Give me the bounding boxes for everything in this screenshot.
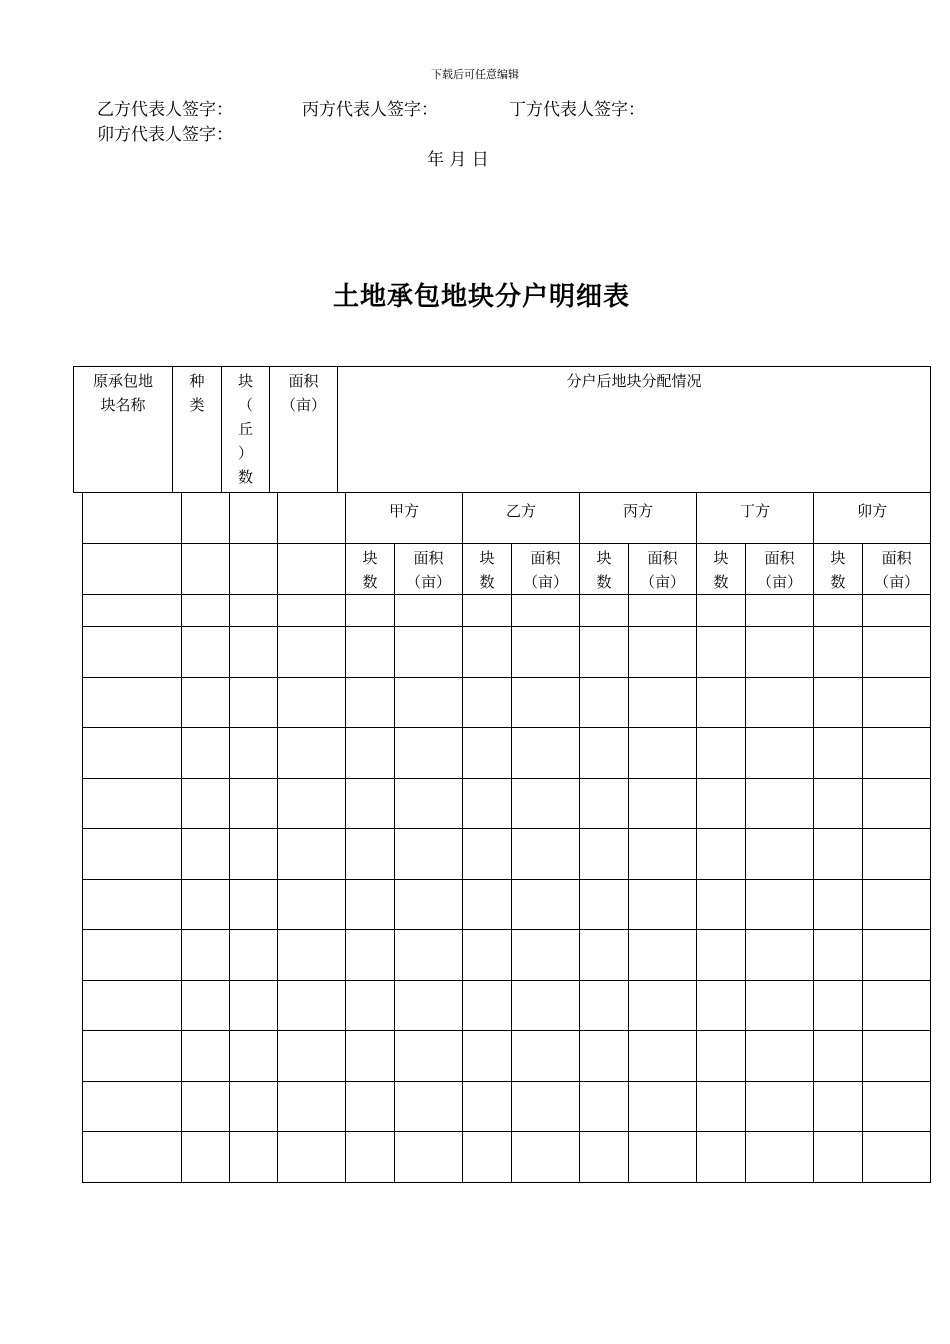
table-cell [512,1031,580,1082]
table-cell [697,1132,746,1183]
table-cell [463,879,512,930]
table-cell [230,930,278,981]
table-cell [580,1031,629,1082]
table-cell [395,728,463,779]
table-cell [580,829,629,880]
table-cell [463,778,512,829]
table-cell [182,728,230,779]
table-cell [814,595,863,627]
table-cell [346,595,395,627]
header-original-plot: 原承包地 块名称 [74,367,173,493]
table-cell [83,829,182,880]
table-cell [863,1081,931,1132]
subheader-plot-count: 块 数 [346,544,395,595]
table-cell [580,627,629,678]
table-cell [863,1031,931,1082]
table-cell [463,595,512,627]
table-row [83,728,931,779]
table-cell [395,595,463,627]
table-cell [395,829,463,880]
table-cell [746,829,814,880]
table-cell [697,778,746,829]
table-cell [278,930,346,981]
table-cell [697,728,746,779]
table-cell [697,980,746,1031]
table-cell [395,627,463,678]
table-cell [346,778,395,829]
table-cell [814,778,863,829]
table-cell [814,1081,863,1132]
table-cell [814,677,863,728]
table-cell [580,930,629,981]
table-row [83,595,931,627]
table-cell [278,677,346,728]
signature-mao: 卯方代表人签字： [97,125,233,145]
header-note: 下载后可任意编辑 [431,68,519,81]
table-cell [629,930,697,981]
signature-ding: 丁方代表人签字： [509,100,645,120]
table-cell [746,879,814,930]
table-cell [512,1081,580,1132]
table-cell [182,930,230,981]
table-cell [512,829,580,880]
table-cell [863,879,931,930]
table-cell [83,879,182,930]
subheader-area: 面积 （亩） [629,544,697,595]
table-cell [746,1031,814,1082]
table-cell [697,595,746,627]
table-cell [230,879,278,930]
table-cell [629,1081,697,1132]
header-area: 面积 （亩） [270,367,338,493]
table-cell [814,1031,863,1082]
table-cell [83,627,182,678]
table-cell [863,595,931,627]
table-cell [182,829,230,880]
table-cell [346,879,395,930]
table-cell [278,778,346,829]
table-cell [580,778,629,829]
table-cell [182,627,230,678]
party-yi: 乙方 [463,493,580,544]
table-cell [580,980,629,1031]
table-cell [512,595,580,627]
table-cell [463,980,512,1031]
table-row [83,778,931,829]
table-cell [814,879,863,930]
table-cell [512,627,580,678]
header-plot-count: 块 （ 丘 ） 数 [222,367,270,493]
detail-table [82,492,931,1183]
table-cell [512,778,580,829]
table-row [83,677,931,728]
table-cell [863,728,931,779]
table-cell [182,879,230,930]
table-cell [346,829,395,880]
party-mao: 卯方 [814,493,931,544]
table-cell [346,980,395,1031]
subheader-area: 面积 （亩） [746,544,814,595]
table-row [83,829,931,880]
table-cell [395,677,463,728]
table-row [83,1081,931,1132]
table-cell [230,627,278,678]
table-cell [629,595,697,627]
table-cell [580,879,629,930]
table-cell [346,1031,395,1082]
table-cell [863,778,931,829]
table-cell [629,829,697,880]
table-cell [83,1031,182,1082]
table-cell [580,728,629,779]
table-cell [629,980,697,1031]
table-cell [746,1132,814,1183]
table-cell [83,1081,182,1132]
table-cell [697,1031,746,1082]
table-cell [814,930,863,981]
header-table [73,366,931,493]
table-row [83,980,931,1031]
party-bing: 丙方 [580,493,697,544]
subheader-row [83,544,931,595]
table-cell [512,879,580,930]
table-cell [346,1081,395,1132]
table-cell [580,595,629,627]
table-cell [863,677,931,728]
subheader-plot-count: 块 数 [697,544,746,595]
table-cell [83,930,182,981]
table-cell [512,930,580,981]
table-cell [746,778,814,829]
table-cell [580,1132,629,1183]
table-row [83,627,931,678]
table-cell [463,728,512,779]
table-cell [463,1132,512,1183]
table-cell [83,1132,182,1183]
table-cell [182,778,230,829]
table-cell [697,677,746,728]
table-cell [629,778,697,829]
table-cell [395,778,463,829]
table-cell [182,677,230,728]
table-cell [83,677,182,728]
header-allocation: 分户后地块分配情况 [338,367,931,493]
table-cell [697,1081,746,1132]
table-cell [629,879,697,930]
table-cell [697,930,746,981]
table-cell [814,627,863,678]
table-cell [230,1081,278,1132]
table-cell [230,677,278,728]
table-cell [814,829,863,880]
table-cell [512,980,580,1031]
table-cell [463,1081,512,1132]
table-cell [346,930,395,981]
table-cell [83,728,182,779]
table-cell [346,677,395,728]
table-row [83,879,931,930]
table-cell [697,879,746,930]
table-cell [278,1132,346,1183]
subheader-plot-count: 块 数 [463,544,512,595]
table-cell [278,627,346,678]
table-cell [278,879,346,930]
subheader-plot-count: 块 数 [580,544,629,595]
table-cell [346,728,395,779]
table-cell [512,677,580,728]
table-cell [182,980,230,1031]
subheader-area: 面积 （亩） [512,544,580,595]
table-cell [512,1132,580,1183]
table-row [83,1132,931,1183]
table-cell [814,980,863,1031]
table-cell [629,677,697,728]
signature-date: 年 月 日 [427,150,489,170]
table-cell [230,1031,278,1082]
table-cell [814,1132,863,1183]
table-cell [230,778,278,829]
table-cell [746,930,814,981]
table-cell [230,980,278,1031]
table-cell [746,677,814,728]
table-cell [863,1132,931,1183]
page-title: 土地承包地块分户明细表 [332,282,630,312]
table-cell [278,1031,346,1082]
table-cell [230,728,278,779]
table-cell [395,930,463,981]
table-cell [230,595,278,627]
table-cell [83,980,182,1031]
header-type: 种 类 [173,367,222,493]
table-cell [746,595,814,627]
table-cell [746,728,814,779]
table-row [83,1031,931,1082]
table-cell [230,829,278,880]
table-cell [182,1132,230,1183]
subheader-plot-count: 块 数 [814,544,863,595]
table-cell [395,980,463,1031]
table-cell [463,627,512,678]
table-cell [863,930,931,981]
table-cell [346,627,395,678]
table-cell [463,677,512,728]
table-cell [230,1132,278,1183]
table-cell [278,829,346,880]
table-cell [278,980,346,1031]
table-cell [463,829,512,880]
table-cell [629,728,697,779]
subheader-area: 面积 （亩） [863,544,931,595]
table-cell [697,627,746,678]
table-cell [182,1031,230,1082]
table-cell [746,980,814,1031]
table-cell [580,677,629,728]
table-cell [278,728,346,779]
table-cell [395,1031,463,1082]
table-cell [814,728,863,779]
table-cell [629,1031,697,1082]
party-header-row [83,493,931,544]
signature-bing: 丙方代表人签字： [302,100,438,120]
table-cell [580,1081,629,1132]
table-cell [746,627,814,678]
subheader-area: 面积 （亩） [395,544,463,595]
table-cell [863,829,931,880]
table-cell [629,1132,697,1183]
table-cell [182,1081,230,1132]
table-row [83,930,931,981]
table-cell [278,595,346,627]
table-cell [463,1031,512,1082]
table-cell [395,1081,463,1132]
table-cell [863,627,931,678]
table-cell [629,627,697,678]
party-ding: 丁方 [697,493,814,544]
table-cell [863,980,931,1031]
table-cell [83,595,182,627]
table-cell [278,1081,346,1132]
table-cell [746,1081,814,1132]
table-cell [182,595,230,627]
table-cell [83,778,182,829]
table-cell [697,829,746,880]
table-cell [512,728,580,779]
table-cell [395,1132,463,1183]
signature-yi: 乙方代表人签字： [97,100,233,120]
table-cell [463,930,512,981]
table-cell [395,879,463,930]
table-cell [346,1132,395,1183]
party-jia: 甲方 [346,493,463,544]
